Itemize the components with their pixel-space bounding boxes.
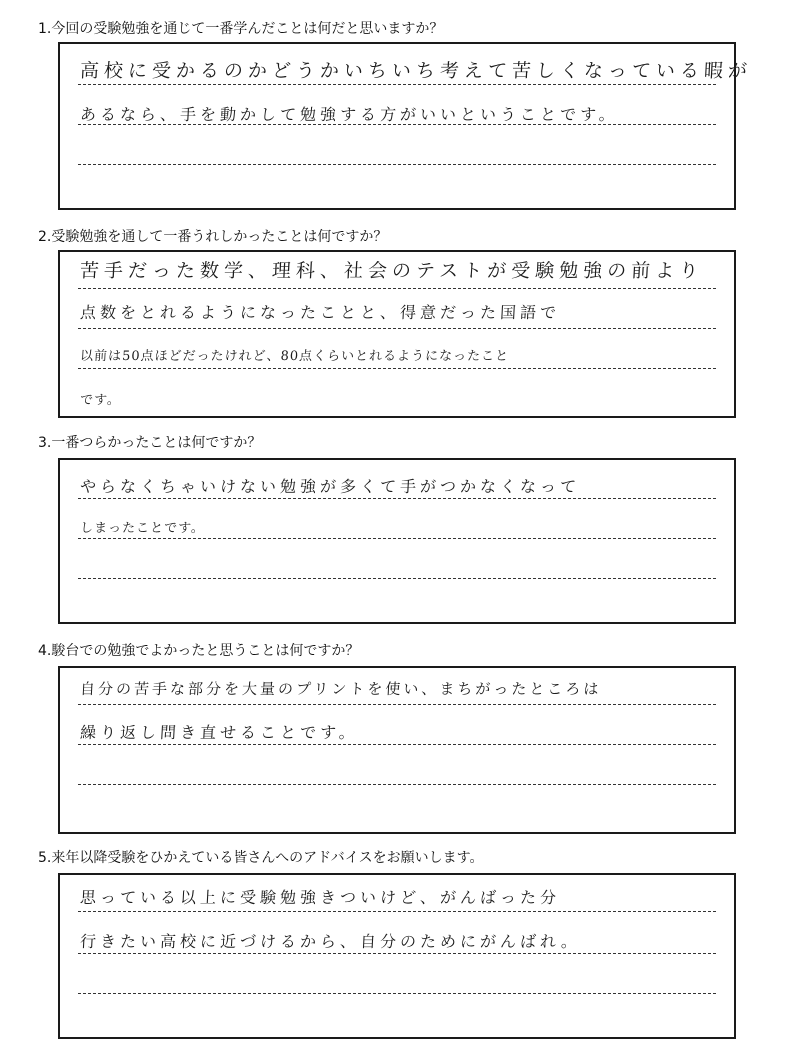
- ruled-line: [78, 704, 716, 705]
- ruled-line: [78, 538, 716, 539]
- ruled-line: [78, 164, 716, 165]
- answer-box-3: [58, 458, 736, 624]
- answer-4-line-1: 自分の苦手な部分を大量のプリントを使い、まちがったところは: [79, 680, 602, 698]
- ruled-line: [78, 124, 716, 125]
- ruled-line: [78, 744, 716, 745]
- answer-1-line-1: 高校に受かるのかどうかいちいち考えて苦しくなっている暇が: [79, 60, 753, 82]
- question-5-label: 5.来年以降受験をひかえている皆さんへのアドバイスをお願いします。: [38, 850, 484, 866]
- answer-box-1: [58, 42, 753, 210]
- answer-2-line-2: 点数をとれるようになったことと、得意だった国語で: [79, 303, 561, 322]
- ruled-line: [78, 498, 716, 499]
- ruled-line: [78, 911, 716, 912]
- ruled-line: [78, 288, 716, 289]
- answer-5-line-1: 思っている以上に受験勉強きついけど、がんばった分: [79, 888, 561, 907]
- ruled-line: [78, 84, 716, 85]
- question-4-label: 4.駿台での勉強でよかったと思うことは何ですか？: [38, 643, 360, 659]
- answer-4-line-2: 繰り返し問き直せることです。: [79, 723, 360, 742]
- answer-1-line-2: あるなら、手を動かして勉強する方がいいということです。: [79, 105, 620, 124]
- answer-2-line-3: 以前は50点ほどだったけれど、80点くらいとれるようになったこと: [79, 349, 510, 364]
- answer-2-line-1: 苦手だった数学、理科、社会のテストが受験勉強の前より: [79, 260, 704, 282]
- answer-box-4: [58, 666, 736, 834]
- answer-2-line-4: です。: [79, 393, 122, 408]
- answer-3-line-2: しまったことです。: [79, 521, 206, 536]
- question-3-label: 3.一番つらかったことは何ですか？: [38, 435, 262, 451]
- answer-box-5: [58, 873, 736, 1039]
- ruled-line: [78, 578, 716, 579]
- answer-box-2: [58, 250, 736, 418]
- question-1-label: 1.今回の受験勉強を通じて一番学んだことは何だと思いますか？: [38, 21, 444, 37]
- answer-3-line-1: やらなくちゃいけない勉強が多くて手がつかなくなって: [79, 477, 581, 496]
- ruled-line: [78, 953, 716, 954]
- ruled-line: [78, 784, 716, 785]
- answer-5-line-2: 行きたい高校に近づけるから、自分のためにがんばれ。: [79, 932, 582, 951]
- ruled-line: [78, 368, 716, 369]
- question-2-label: 2.受験勉強を通して一番うれしかったことは何ですか？: [38, 229, 388, 245]
- ruled-line: [78, 328, 716, 329]
- ruled-line: [78, 993, 716, 994]
